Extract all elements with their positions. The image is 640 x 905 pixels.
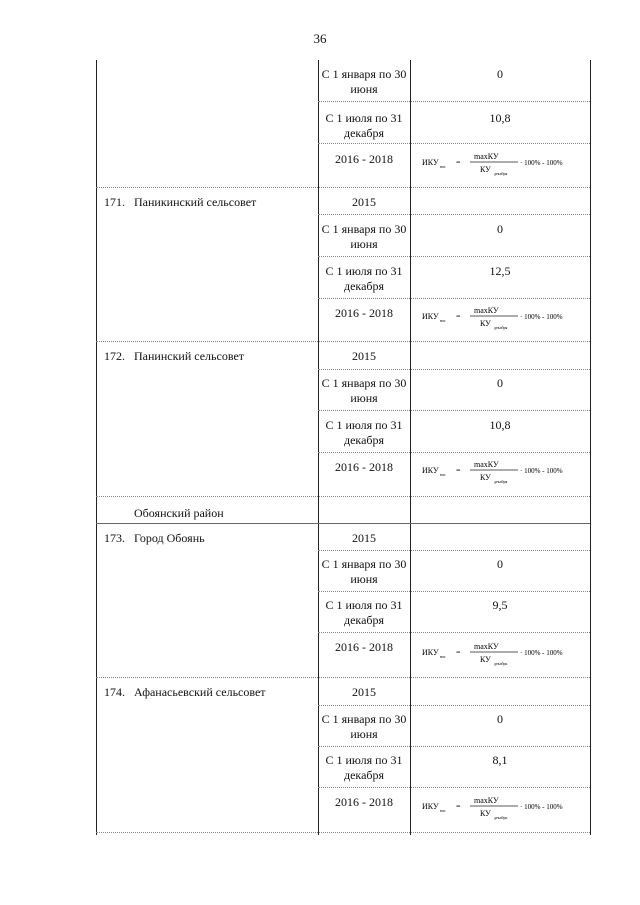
- svg-text:=: =: [456, 466, 461, 475]
- svg-text:ИКУ: ИКУ: [422, 158, 439, 167]
- row-number: 172.: [104, 349, 125, 363]
- period-value: 9,5: [492, 598, 508, 612]
- svg-text:КУ: КУ: [480, 319, 491, 328]
- svg-text:=: =: [456, 648, 461, 657]
- row-divider: [318, 256, 590, 257]
- period-value: 0: [497, 222, 503, 236]
- formula-graphic: [420, 456, 590, 484]
- svg-text:КУ: КУ: [480, 655, 491, 664]
- period-label: 2016 - 2018: [335, 795, 393, 809]
- row-divider: [318, 410, 590, 411]
- period-label: 2015: [352, 531, 376, 545]
- svg-text:maxКУ: maxКУ: [474, 796, 499, 805]
- svg-text:КУ: КУ: [480, 809, 491, 818]
- period-label: 2015: [352, 685, 376, 699]
- period-value: 0: [497, 376, 503, 390]
- period-value: 0: [497, 712, 503, 726]
- row-divider: [96, 496, 590, 497]
- settlement-name: Афанасьевский сельсовет: [134, 685, 266, 699]
- period-label: 2016 - 2018: [335, 306, 393, 320]
- svg-text:· 100% - 100%: · 100% - 100%: [520, 313, 563, 321]
- row-divider: [96, 832, 590, 833]
- svg-text:КУ: КУ: [480, 473, 491, 482]
- svg-text:нас: нас: [440, 808, 446, 813]
- svg-text:ИКУ: ИКУ: [422, 648, 439, 657]
- row-divider: [318, 787, 590, 788]
- svg-text:нас: нас: [440, 318, 446, 323]
- row-divider: [318, 550, 590, 551]
- svg-text:ИКУ: ИКУ: [422, 312, 439, 321]
- svg-text:=: =: [456, 158, 461, 167]
- svg-text:КУ: КУ: [480, 165, 491, 174]
- row-number: 171.: [104, 195, 125, 209]
- svg-text:нас: нас: [440, 654, 446, 659]
- period-label: С 1 января по 30 июня: [321, 222, 407, 251]
- svg-text:ИКУ: ИКУ: [422, 466, 439, 475]
- row-divider: [318, 369, 590, 370]
- svg-text:maxКУ: maxКУ: [474, 306, 499, 315]
- row-divider: [318, 746, 590, 747]
- period-value: 10,8: [489, 111, 511, 125]
- row-divider: [318, 705, 590, 706]
- period-value: 0: [497, 557, 503, 571]
- svg-text:декабря: декабря: [494, 479, 508, 484]
- row-divider: [318, 214, 590, 215]
- svg-text:· 100% - 100%: · 100% - 100%: [520, 467, 563, 475]
- period-value: 8,1: [492, 753, 508, 767]
- period-label: 2016 - 2018: [335, 640, 393, 654]
- row-divider: [318, 591, 590, 592]
- row-divider: [318, 143, 590, 144]
- svg-text:· 100% - 100%: · 100% - 100%: [520, 649, 563, 657]
- page-number: 36: [313, 31, 327, 46]
- svg-text:декабрь: декабрь: [494, 815, 508, 820]
- row-divider: [96, 187, 590, 188]
- district-heading: Обоянский район: [134, 506, 224, 520]
- period-label: С 1 июля по 31 декабря: [325, 264, 403, 293]
- formula-graphic: [420, 302, 590, 330]
- row-divider: [96, 341, 590, 342]
- period-value: 10,8: [489, 418, 511, 432]
- row-divider: [318, 632, 590, 633]
- svg-text:· 100% - 100%: · 100% - 100%: [520, 803, 563, 811]
- formula-graphic: [420, 148, 590, 176]
- settlement-name: Паникинский сельсовет: [134, 195, 257, 209]
- period-label: С 1 января по 30 июня: [321, 67, 407, 96]
- svg-text:декабря: декабря: [494, 171, 508, 176]
- svg-text:нас: нас: [440, 164, 446, 169]
- row-divider: [318, 452, 590, 453]
- svg-text:maxКУ: maxКУ: [474, 152, 499, 161]
- period-label: 2015: [352, 195, 376, 209]
- svg-text:maxКУ: maxКУ: [474, 460, 499, 469]
- period-label: 2016 - 2018: [335, 152, 393, 166]
- svg-text:=: =: [456, 802, 461, 811]
- period-value: 0: [497, 67, 503, 81]
- svg-text:декабрь: декабрь: [494, 661, 508, 666]
- svg-text:=: =: [456, 312, 461, 321]
- period-value: 12,5: [489, 264, 511, 278]
- svg-text:нас: нас: [440, 472, 446, 477]
- table-vline-right: [590, 60, 591, 835]
- svg-text:декабря: декабря: [494, 325, 508, 330]
- row-divider: [318, 298, 590, 299]
- row-divider: [96, 523, 590, 524]
- row-divider: [96, 677, 590, 678]
- period-label: С 1 июля по 31 декабря: [325, 598, 403, 627]
- formula-graphic: [420, 638, 590, 666]
- svg-text:· 100% - 100%: · 100% - 100%: [520, 159, 563, 167]
- period-label: С 1 января по 30 июня: [321, 557, 407, 586]
- svg-text:maxКУ: maxКУ: [474, 642, 499, 651]
- settlement-name: Город Обоянь: [134, 531, 205, 545]
- row-divider: [318, 101, 590, 102]
- period-label: 2016 - 2018: [335, 460, 393, 474]
- period-label: С 1 января по 30 июня: [321, 376, 407, 405]
- row-number: 174.: [104, 685, 125, 699]
- period-label: С 1 июля по 31 декабря: [325, 111, 403, 140]
- table-vline-left: [96, 60, 97, 835]
- formula-graphic: [420, 792, 590, 820]
- period-label: С 1 января по 30 июня: [321, 712, 407, 741]
- row-number: 173.: [104, 531, 125, 545]
- settlement-name: Панинский сельсовет: [134, 349, 245, 363]
- svg-text:ИКУ: ИКУ: [422, 802, 439, 811]
- period-label: 2015: [352, 349, 376, 363]
- period-label: С 1 июля по 31 декабря: [325, 418, 403, 447]
- period-label: С 1 июля по 31 декабря: [325, 753, 403, 782]
